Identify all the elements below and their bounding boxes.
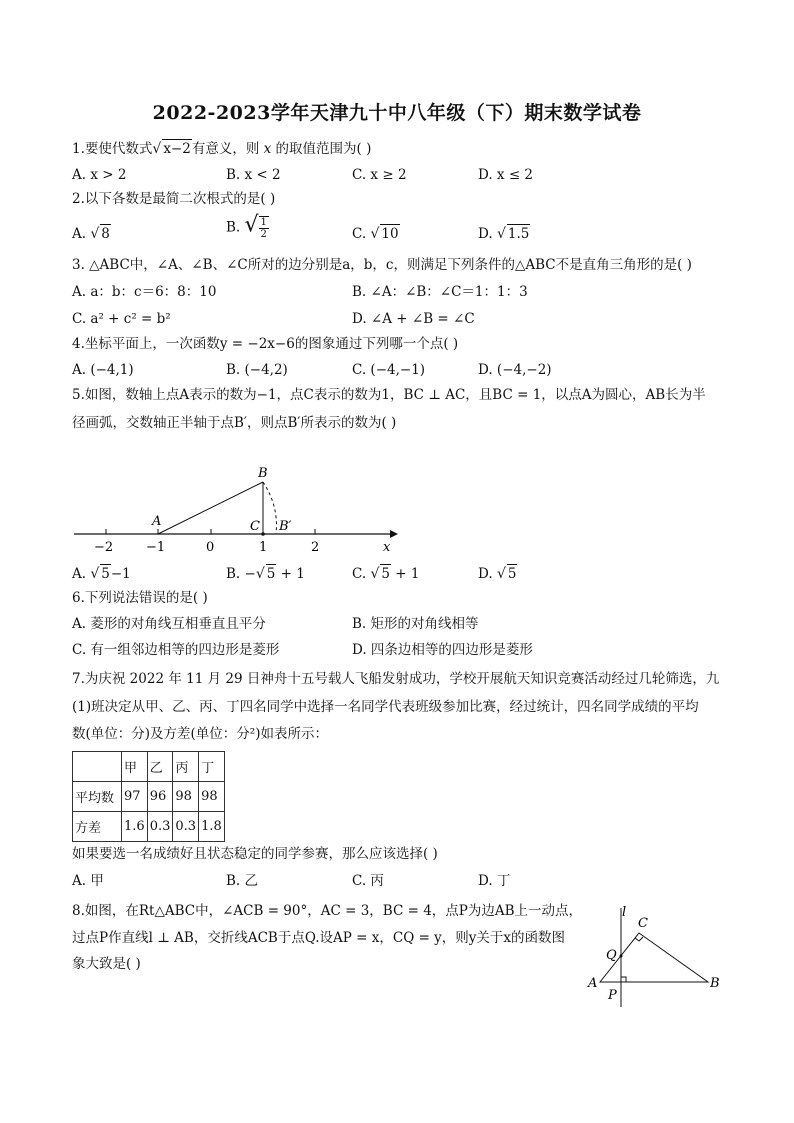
q7-option-d[interactable]: D. 丁 bbox=[478, 873, 511, 889]
question-7-stem-line3: 数(单位：分)及方差(单位：分²)如表所示： bbox=[72, 726, 328, 742]
question-8-stem-line3: 象大致是( ) bbox=[72, 956, 141, 972]
table-cell: 丙 bbox=[173, 752, 199, 782]
question-5-stem-line2: 径画弧，交数轴正半轴于点B′，则点B′所表示的数为( ) bbox=[72, 415, 397, 431]
question-6-stem: 6.下列说法错误的是( ) bbox=[72, 590, 208, 606]
point-c-dot bbox=[261, 532, 265, 536]
q5-option-c[interactable]: C. √ 5 + 1 bbox=[352, 566, 420, 582]
question-4-stem: 4.坐标平面上，一次函数y = −2x−6的图象通过下列哪一个点( ) bbox=[72, 336, 459, 352]
q3-option-a[interactable]: A. a：b：c＝6：8：10 bbox=[72, 284, 217, 300]
q4-option-b[interactable]: B. (−4,2) bbox=[226, 362, 288, 378]
score-table bbox=[72, 751, 225, 842]
tick-label-2: 2 bbox=[311, 540, 320, 555]
q7-option-c[interactable]: C. 丙 bbox=[352, 873, 384, 889]
right-angle-mark-c bbox=[635, 937, 643, 941]
tick-label-neg1: −1 bbox=[146, 540, 166, 555]
table-cell: 方差 bbox=[73, 812, 122, 842]
q1-option-d[interactable]: D. x ≤ 2 bbox=[478, 167, 534, 183]
q1-option-a[interactable]: A. x > 2 bbox=[72, 167, 127, 183]
question-5-stem-line1: 5.如图，数轴上点A表示的数为−1，点C表示的数为1，BC ⊥ AC，且BC = 1，以点A为圆心，AB长为半 bbox=[72, 387, 706, 403]
label-p: P bbox=[608, 988, 617, 1003]
table-cell: 98 bbox=[199, 782, 225, 812]
q7-option-b[interactable]: B. 乙 bbox=[226, 873, 259, 889]
q3-option-b[interactable]: B. ∠A：∠B：∠C＝1：1：3 bbox=[352, 284, 528, 300]
segment-ab bbox=[158, 482, 263, 534]
table-row bbox=[73, 782, 225, 812]
label-b-prime: B′ bbox=[279, 519, 292, 534]
label-c: C bbox=[250, 519, 260, 534]
question-2-stem: 2.以下各数是最简二次根式的是( ) bbox=[72, 191, 276, 207]
q5-option-d[interactable]: D. √ 5 bbox=[478, 566, 517, 582]
table-cell: 丁 bbox=[199, 752, 225, 782]
q3-option-d[interactable]: D. ∠A + ∠B = ∠C bbox=[352, 311, 475, 327]
table-cell: 96 bbox=[147, 782, 173, 812]
triangle-figure bbox=[588, 903, 738, 1008]
label-b: B bbox=[258, 466, 268, 481]
table-row bbox=[73, 812, 225, 842]
question-8-stem-line1: 8.如图，在Rt△ABC中，∠ACB = 90°，AC = 3，BC = 4，点P为边AB上一动点， bbox=[72, 903, 583, 919]
right-angle-mark-p bbox=[621, 977, 626, 982]
table-cell bbox=[73, 752, 122, 782]
axis-label-x: x bbox=[383, 540, 391, 555]
table-cell: 0.3 bbox=[173, 812, 199, 842]
point-q-dot bbox=[620, 955, 623, 958]
table-cell: 98 bbox=[173, 782, 199, 812]
tick-label-0: 0 bbox=[206, 540, 215, 555]
axis-arrow bbox=[390, 530, 398, 538]
table-header-row bbox=[73, 752, 225, 782]
table-cell: 1.8 bbox=[199, 812, 225, 842]
q1-radicand: x−2 bbox=[163, 141, 191, 157]
q4-option-d[interactable]: D. (−4,−2) bbox=[478, 362, 552, 378]
label-a: A bbox=[152, 514, 162, 529]
q6-option-c[interactable]: C. 有一组邻边相等的四边形是菱形 bbox=[72, 642, 280, 658]
label-c: C bbox=[638, 916, 648, 931]
q6-option-a[interactable]: A. 菱形的对角线互相垂直且平分 bbox=[72, 616, 266, 632]
q2-option-b[interactable]: B. √ $\frac{1}{2}$ bbox=[226, 212, 267, 240]
table-cell: 平均数 bbox=[73, 782, 122, 812]
q2-option-d[interactable]: D. √ 1.5 bbox=[478, 226, 530, 242]
question-8-stem-line2: 过点P作直线l ⊥ AB，交折线ACB于点Q.设AP = x，CQ = y，则y关于x的函数图 bbox=[72, 930, 566, 946]
q3-option-c[interactable]: C. a² + c² = b² bbox=[72, 311, 171, 327]
tick-label-1: 1 bbox=[259, 540, 268, 555]
label-q: Q bbox=[606, 948, 617, 963]
label-b: B bbox=[710, 976, 720, 991]
table-cell: 1.6 bbox=[122, 812, 148, 842]
table-cell: 乙 bbox=[147, 752, 173, 782]
q2-option-a[interactable]: A. √ 8 bbox=[72, 226, 110, 242]
question-7-stem-line1: 7.为庆祝 2022 年 11 月 29 日神舟十五号载人飞船发射成功，学校开展航天知识竞赛活动经过几轮筛选，九 bbox=[72, 671, 720, 687]
q1-option-c[interactable]: C. x ≥ 2 bbox=[352, 167, 407, 183]
table-cell: 97 bbox=[122, 782, 148, 812]
tick-label-neg2: −2 bbox=[94, 540, 114, 555]
q4-option-c[interactable]: C. (−4,−1) bbox=[352, 362, 426, 378]
q4-option-a[interactable]: A. (−4,1) bbox=[72, 362, 134, 378]
number-line-figure bbox=[72, 462, 402, 562]
q2-option-c[interactable]: C. √ 10 bbox=[352, 226, 399, 242]
question-7-after: 如果要选一名成绩好且状态稳定的同学参赛，那么应该选择( ) bbox=[72, 846, 438, 862]
page-title: 2022-2023学年天津九十中八年级（下）期末数学试卷 bbox=[152, 102, 642, 124]
question-1-stem: 1.要使代数式√ x−2有意义，则 x 的取值范围为( ) bbox=[72, 141, 372, 157]
table-cell: 甲 bbox=[122, 752, 148, 782]
q5-option-b[interactable]: B. −√ 5 + 1 bbox=[226, 566, 305, 582]
question-7-stem-line2: (1)班决定从甲、乙、丙、丁四名同学中选择一名同学代表班级参加比赛，经过统计，四名同学成绩的平均 bbox=[72, 699, 699, 715]
q6-option-d[interactable]: D. 四条边相等的四边形是菱形 bbox=[352, 642, 533, 658]
q1-option-b[interactable]: B. x < 2 bbox=[226, 167, 281, 183]
arc-b-bprime bbox=[263, 482, 276, 534]
label-l: l bbox=[622, 905, 627, 920]
table-cell: 0.3 bbox=[147, 812, 173, 842]
label-a: A bbox=[588, 976, 598, 991]
q7-option-a[interactable]: A. 甲 bbox=[72, 873, 104, 889]
q5-option-a[interactable]: A. √ 5−1 bbox=[72, 566, 131, 582]
question-3-stem: 3. △ABC中，∠A、∠B、∠C所对的边分别是a，b，c，则满足下列条件的△ABC不是直角三角形的是( ) bbox=[72, 257, 692, 273]
q6-option-b[interactable]: B. 矩形的对角线相等 bbox=[352, 616, 479, 632]
